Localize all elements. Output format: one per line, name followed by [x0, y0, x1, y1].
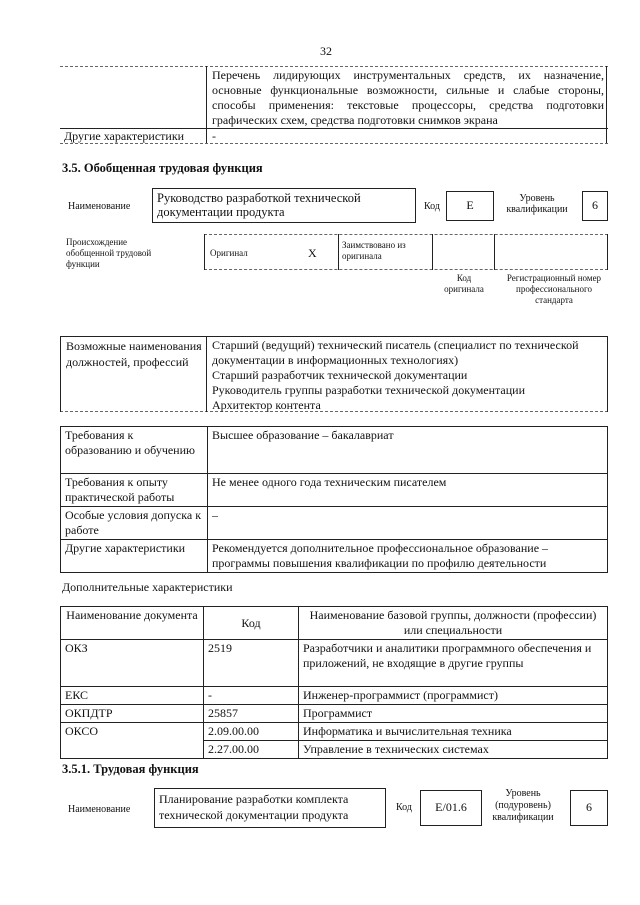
original-mark: X: [308, 246, 317, 260]
level-value: 6: [592, 198, 598, 212]
table-row: [61, 687, 608, 705]
top-other-label: Другие характеристики: [64, 129, 185, 143]
tf-level-label: Уровень (подуровень) квалификации: [492, 788, 554, 823]
top-other-value: -: [212, 129, 216, 143]
name-cell: Инженер-программист (программист): [299, 687, 608, 705]
code-value: E: [466, 198, 474, 212]
table-row: [61, 507, 608, 540]
code-label: Код: [424, 201, 440, 212]
level-box: [582, 191, 608, 221]
tf-name-value: Планирование разработки комплекта технической документации продукта: [159, 792, 349, 822]
tf-name-label: Наименование: [68, 804, 131, 815]
table-row: [61, 474, 608, 507]
req-label: Особые условия допуска к работе: [61, 507, 208, 540]
doc-cell: [61, 741, 204, 759]
name-label: Наименование: [68, 201, 131, 212]
origin-label: Происхождение обобщенной трудовой функции: [66, 237, 152, 269]
positions-block: [60, 336, 608, 412]
code-cell: -: [204, 687, 299, 705]
table-row: [61, 427, 608, 474]
doc-cell: ЕКС: [61, 687, 204, 705]
table-row: [61, 640, 608, 687]
req-label: Другие характеристики: [61, 540, 208, 573]
req-label: Требования к образованию и обучению: [61, 427, 208, 474]
extra-heading: Дополнительные характеристики: [62, 580, 233, 594]
code-cell: 2.09.00.00: [204, 723, 299, 741]
tf-level-value: 6: [586, 800, 592, 814]
origin-table: [204, 234, 608, 270]
tf-code-label: Код: [396, 802, 412, 813]
subsection-heading: 3.5.1. Трудовая функция: [62, 762, 199, 776]
section-heading: 3.5. Обобщенная трудовая функция: [62, 161, 263, 175]
table-row: [61, 705, 608, 723]
req-label: Требования к опыту практической работы: [61, 474, 208, 507]
page-number: 32: [320, 44, 332, 58]
req-value: Не менее одного года техническим писателем: [208, 474, 608, 507]
requirements-table: [60, 426, 608, 573]
doc-cell: ОКЗ: [61, 640, 204, 687]
borrowed-label: Заимствовано из оригинала: [342, 240, 406, 261]
name-box: [152, 188, 416, 223]
req-value: Высшее образование – бакалавриат: [208, 427, 608, 474]
tf-code-box: [420, 790, 482, 826]
original-label: Оригинал: [210, 248, 248, 258]
table-row: [61, 540, 608, 573]
positions-list: [212, 338, 604, 413]
name-cell: Информатика и вычислительная техника: [299, 723, 608, 741]
name-value: Руководство разработкой технической документации продукта: [157, 191, 361, 219]
position-item: Руководитель группы разработки технической документации: [212, 383, 526, 397]
position-item: Старший (ведущий) технический писатель (специалист по технической документации в информационных технологиях): [212, 338, 579, 367]
table-header-row: [61, 607, 608, 640]
top-block: [60, 66, 608, 144]
top-block-text: Перечень лидирующих инструментальных средств, их назначение, основные функциональные возможности, сильные и слабые стороны, способы применения: текстовые процессоры, средства подготовки графических схем, средства подготовки снимков экрана: [212, 68, 604, 127]
tf-level-box: [570, 790, 608, 826]
doc-cell: ОКСО: [61, 723, 204, 741]
code-cell: 2519: [204, 640, 299, 687]
positions-label: Возможные наименования должностей, профессий: [66, 339, 202, 369]
code-box: [446, 191, 494, 221]
name-cell: Управление в технических системах: [299, 741, 608, 759]
extra-table: [60, 606, 608, 759]
level-label: Уровень квалификации: [506, 193, 568, 215]
name-cell: Программист: [299, 705, 608, 723]
req-value: –: [208, 507, 608, 540]
header-cell: Код: [204, 607, 299, 640]
code-cell: 25857: [204, 705, 299, 723]
position-item: Архитектор контента: [212, 398, 321, 412]
code-original-label: Код оригинала: [444, 273, 484, 294]
header-cell: Наименование базовой группы, должности (профессии) или специальности: [299, 607, 608, 640]
table-row: [61, 723, 608, 741]
position-item: Старший разработчик технической документации: [212, 368, 468, 382]
table-row: [61, 741, 608, 759]
code-cell: 2.27.00.00: [204, 741, 299, 759]
header-cell: Наименование документа: [61, 607, 204, 640]
req-value: Рекомендуется дополнительное профессиональное образование – программы повышения квалификации по профилю деятельности: [208, 540, 608, 573]
reg-number-label: Регистрационный номер профессионального стандарта: [506, 273, 602, 305]
doc-cell: ОКПДТР: [61, 705, 204, 723]
tf-code-value: E/01.6: [435, 800, 467, 814]
name-cell: Разработчики и аналитики программного обеспечения и приложений, не входящие в другие группы: [299, 640, 608, 687]
tf-name-box: [154, 788, 386, 828]
